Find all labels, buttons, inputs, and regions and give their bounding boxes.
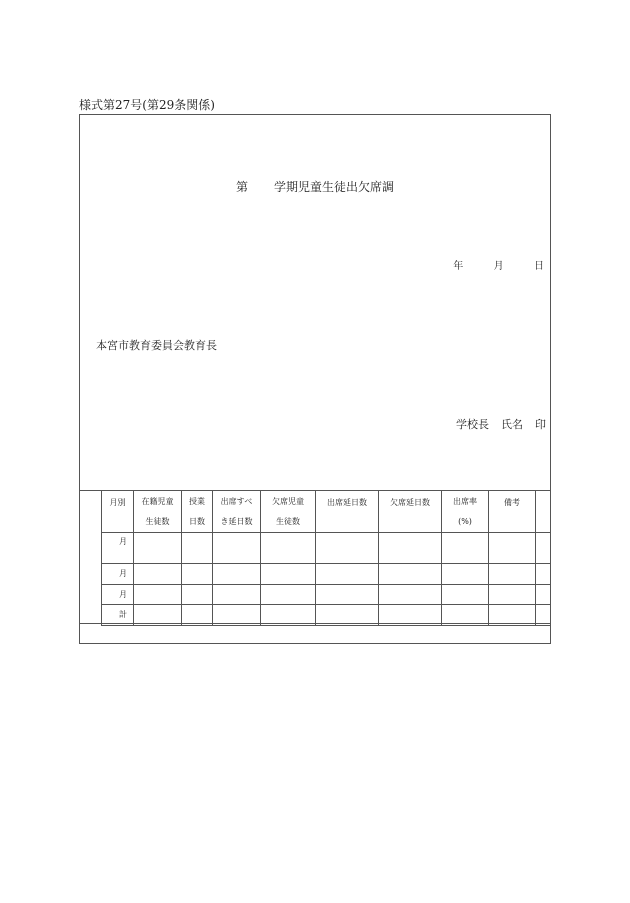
table-cell[interactable]	[182, 564, 213, 585]
header-cell: 出席すべ き延日数	[213, 491, 261, 533]
date-month: 月	[493, 261, 504, 272]
table-cell[interactable]	[379, 585, 442, 605]
table-cell[interactable]	[213, 605, 261, 626]
form-number: 様式第27号(第29条関係)	[79, 98, 215, 112]
table-cell[interactable]	[489, 533, 536, 564]
form-title	[79, 178, 551, 195]
table-cell[interactable]	[316, 533, 379, 564]
table-cell[interactable]	[261, 564, 316, 585]
table-cell[interactable]	[442, 585, 489, 605]
header-cell: 授業 日数	[182, 491, 213, 533]
table-cell[interactable]	[261, 585, 316, 605]
date-line	[453, 257, 544, 272]
table-cell[interactable]	[379, 605, 442, 626]
header-cell: 月別	[102, 491, 134, 533]
table-cell[interactable]	[134, 533, 182, 564]
table-cell[interactable]	[316, 585, 379, 605]
table-cell[interactable]	[182, 585, 213, 605]
table-cell[interactable]	[379, 533, 442, 564]
header-cell: 出席延日数	[316, 491, 379, 533]
table-cell[interactable]	[442, 533, 489, 564]
table-cell[interactable]	[261, 533, 316, 564]
table-cell	[536, 585, 551, 605]
header-cell: 欠席児童 生徒数	[261, 491, 316, 533]
table-row	[102, 605, 551, 626]
table-cell[interactable]	[213, 533, 261, 564]
table-cell[interactable]	[134, 564, 182, 585]
table-header-row	[102, 491, 551, 533]
table-cell[interactable]	[213, 585, 261, 605]
table-cell[interactable]	[261, 605, 316, 626]
principal-line	[456, 416, 546, 432]
table-cell[interactable]	[442, 605, 489, 626]
header-cell: 在籍児童 生徒数	[134, 491, 182, 533]
date-year: 年	[453, 261, 464, 272]
table-cell[interactable]	[213, 564, 261, 585]
header-cell: 備考	[489, 491, 536, 533]
seal-mark: 印	[535, 418, 546, 431]
table-cell[interactable]	[316, 605, 379, 626]
principal-name-label: 氏名	[501, 418, 523, 431]
table-cell[interactable]	[442, 564, 489, 585]
table-cell	[536, 533, 551, 564]
table-cell[interactable]	[316, 564, 379, 585]
table-cell[interactable]	[379, 564, 442, 585]
table-cell	[536, 564, 551, 585]
attendance-table	[101, 490, 551, 626]
title-suffix: 学期児童生徒出欠席調	[274, 180, 395, 194]
row-label: 計	[102, 605, 134, 626]
table-cell[interactable]	[182, 605, 213, 626]
header-cell: 欠席延日数	[379, 491, 442, 533]
principal-title: 学校長	[456, 418, 489, 431]
addressee: 本宮市教育委員会教育長	[96, 339, 217, 352]
header-cell	[536, 491, 551, 533]
table-cell[interactable]	[489, 564, 536, 585]
row-label: 月	[102, 585, 134, 605]
row-label: 月	[102, 533, 134, 564]
title-prefix: 第	[235, 180, 248, 194]
table-row	[102, 564, 551, 585]
table-cell[interactable]	[134, 605, 182, 626]
table-cell[interactable]	[489, 585, 536, 605]
row-label: 月	[102, 564, 134, 585]
table-cell	[536, 605, 551, 626]
table-row	[102, 585, 551, 605]
table-cell[interactable]	[134, 585, 182, 605]
table-cell[interactable]	[489, 605, 536, 626]
table-row	[102, 533, 551, 564]
header-cell: 出席率 (%)	[442, 491, 489, 533]
date-day: 日	[534, 261, 544, 272]
table-cell[interactable]	[182, 533, 213, 564]
